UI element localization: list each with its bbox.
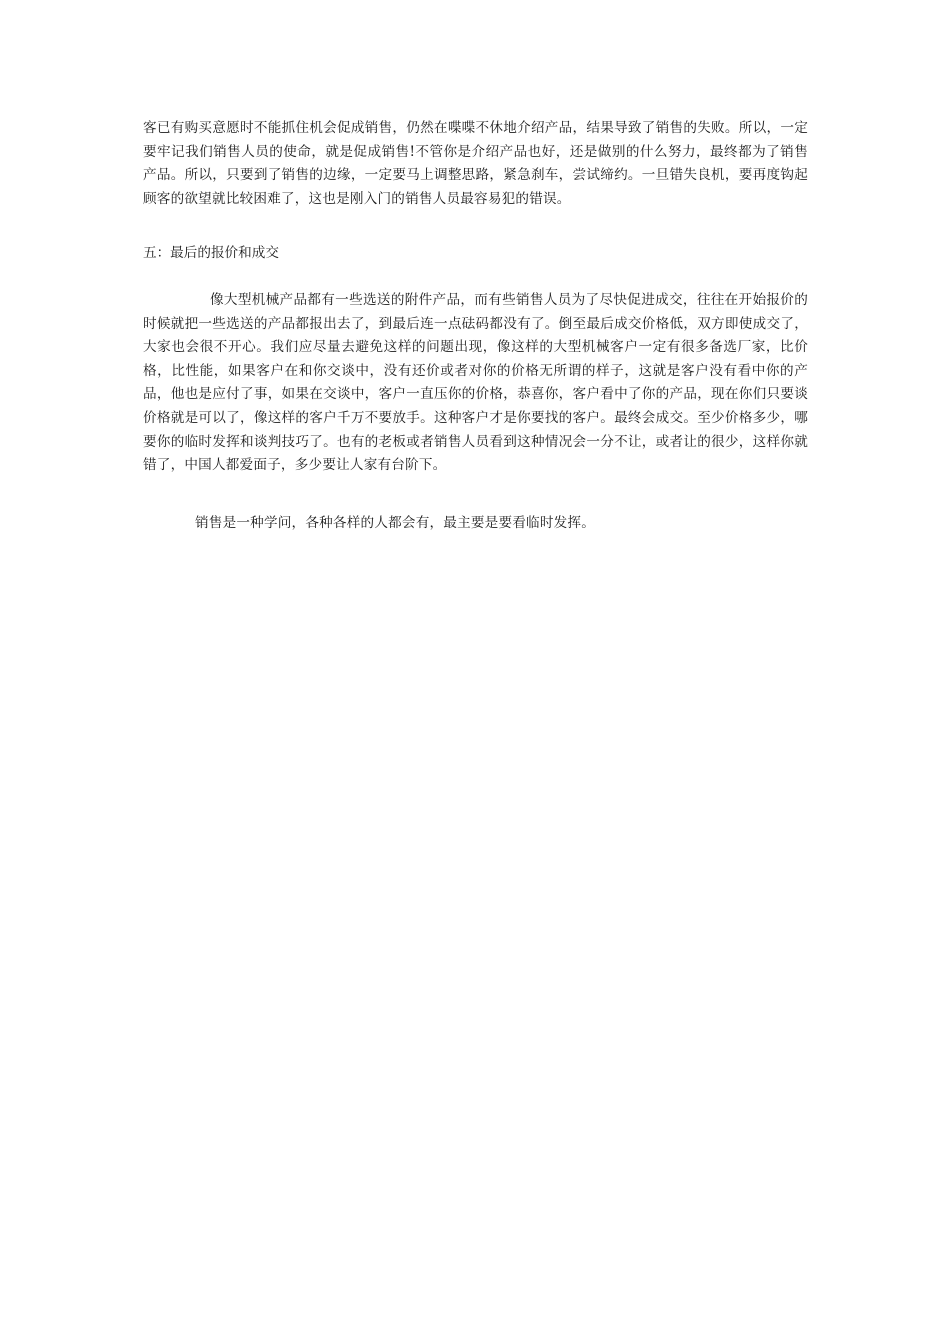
body-paragraph-pricing: 像大型机械产品都有一些选送的附件产品，而有些销售人员为了尽快促进成交，往往在开始报价的时候就把一些选送的产品都报出去了，到最后连一点砝码都没有了。倒至最后成交价格低，双方即使成交了，大家也会很不开心。我们应尽量去避免这样的问题出现，像这样的大型机械客户一定有很多备选厂家，比价格，比性能，如果客户在和你交谈中，没有还价或者对你的价格无所谓的样子，这就是客户没有看中你的产品，他也是应付了事，如果在交谈中，客户一直压你的价格，恭喜你，客户看中了你的产品，现在你们只要谈价格就是可以了，像这样的客户千万不要放手。这种客户才是你要找的客户。最终会成交。至少价格多少，哪要你的临时发挥和谈判技巧了。也有的老板或者销售人员看到这种情况会一分不让，或者让的很少，这样你就错了，中国人都爱面子，多少要让人家有台阶下。 (143, 292, 808, 474)
body-paragraph-closing-sales: 客已有购买意愿时不能抓住机会促成销售，仍然在喋喋不休地介绍产品，结果导致了销售的失败。所以，一定要牢记我们销售人员的使命，就是促成销售!不管你是介绍产品也好，还是做别的什么努力，最终都为了销售产品。所以，只要到了销售的边缘，一定要马上调整思路，紧急刹车，尝试缔约。一旦错失良机，要再度钩起顾客的欲望就比较困难了，这也是刚入门的销售人员最容易犯的错误。 (143, 120, 808, 207)
body-paragraph-conclusion: 销售是一种学问，各种各样的人都会有，最主要是要看临时发挥。 (195, 515, 596, 531)
section-heading-final-quote: 五：最后的报价和成交 (143, 245, 279, 261)
